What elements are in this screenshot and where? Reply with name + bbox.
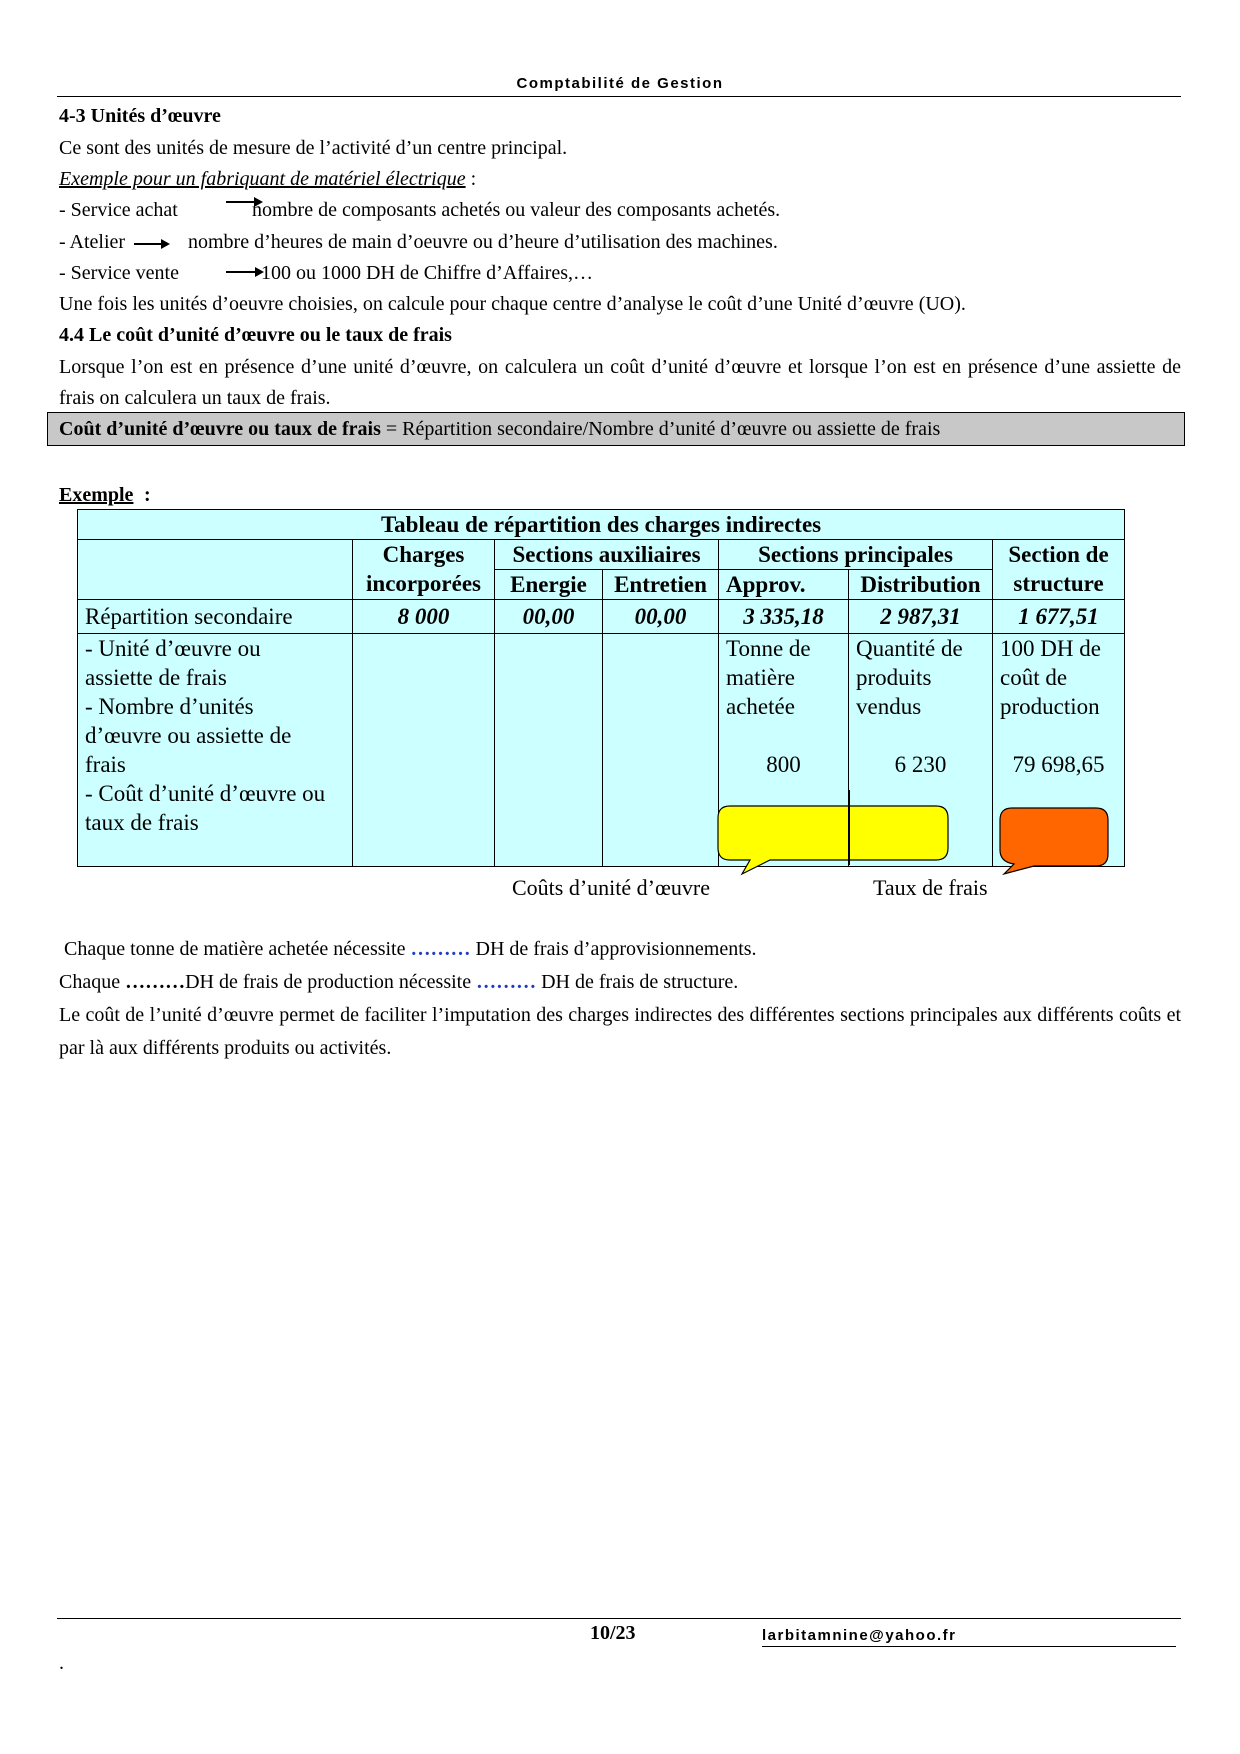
item-atelier-text: nombre d’heures de main d’oeuvre ou d’heure d’utilisation des machines. <box>188 231 778 253</box>
table-title: Tableau de répartition des charges indirectes <box>78 510 1125 540</box>
formula-rest: = Répartition secondaire/Nombre d’unité d’œuvre ou assiette de frais <box>380 418 941 440</box>
example-colon: : <box>465 168 477 190</box>
section-43-intro: Ce sont des unités de mesure de l’activité d’un centre principal. <box>59 137 568 159</box>
item-atelier-label: - Atelier <box>59 231 126 253</box>
exercise-text: DH de frais d’approvisionnements. <box>470 938 757 960</box>
units-label-line: - Nombre d’unités <box>85 694 254 719</box>
divider-line <box>848 790 850 865</box>
structure-unit-line: coût de <box>1000 665 1068 690</box>
example-title-colon: : <box>144 484 151 506</box>
exercise-paragraph: Le coût de l’unité d’œuvre permet de faciliter l’imputation des charges indirectes des différentes sections principales aux différents coûts et par là aux différents produits ou activités. <box>59 1004 1181 1059</box>
formula-box <box>47 412 1185 446</box>
cell-approv: 3 335,18 <box>719 600 849 634</box>
callout-cout-unite <box>710 800 960 880</box>
item-service-achat-label: - Service achat <box>59 199 178 221</box>
group-sections-principales: Sections principales <box>719 540 993 570</box>
section-44-heading: 4.4 Le coût d’unité d’œuvre ou le taux de frais <box>59 324 452 346</box>
structure-unit-line: 100 DH de <box>1000 636 1101 661</box>
distribution-unit-line: vendus <box>856 694 922 719</box>
structure-count: 79 698,65 <box>1012 752 1105 777</box>
section-43-conclusion: Une fois les unités d’oeuvre choisies, on calcule pour chaque centre d’analyse le coût d’une Unité d’œuvre (UO). <box>59 293 966 315</box>
exercise-line-2 <box>59 970 738 994</box>
cell-energie: 00,00 <box>495 600 603 634</box>
exercise-text: Chaque <box>59 971 126 993</box>
footer-rule <box>57 1618 1181 1619</box>
example-line <box>59 167 476 191</box>
approv-unit-line: Tonne de <box>726 636 811 661</box>
exercise-text: DH de frais de structure. <box>536 971 739 993</box>
row-repartition-label: Répartition secondaire <box>78 600 353 634</box>
units-label-line: d’œuvre ou assiette de <box>85 723 292 748</box>
table-row <box>78 634 1125 867</box>
cell-distribution: 2 987,31 <box>849 600 993 634</box>
item-service-vente-text: 100 ou 1000 DH de Chiffre d’Affaires,… <box>261 262 593 284</box>
callout-taux-frais <box>990 800 1120 880</box>
exercise-text: DH de frais de production nécessite <box>185 971 477 993</box>
col-entretien: Entretien <box>603 570 719 600</box>
table-row <box>78 600 1125 634</box>
footer-dot: . <box>59 1652 64 1674</box>
blank-dots: ……… <box>410 938 471 960</box>
distribution-unit-line: produits <box>856 665 932 690</box>
header-rule <box>57 96 1181 97</box>
units-label-line: taux de frais <box>85 810 199 835</box>
cell-empty <box>353 634 495 867</box>
caption-taux-frais: Taux de frais <box>873 875 988 900</box>
formula-bold: Coût d’unité d’œuvre ou taux de frais <box>59 418 381 440</box>
units-label-line: frais <box>85 752 126 777</box>
cell-empty <box>603 634 719 867</box>
cell-empty <box>495 634 603 867</box>
table-corner-cell <box>78 540 353 600</box>
arrow-icon <box>134 243 168 245</box>
exercise-line-1 <box>64 937 757 961</box>
col-distribution: Distribution <box>849 570 993 600</box>
units-label-line: assiette de frais <box>85 665 227 690</box>
approv-count: 800 <box>766 752 801 777</box>
col-energie: Energie <box>495 570 603 600</box>
col-charges-incorporees: Charges incorporées <box>353 540 495 600</box>
cell-entretien: 00,00 <box>603 600 719 634</box>
header-title: Comptabilité de Gestion <box>516 75 724 92</box>
cell-charges: 8 000 <box>353 600 495 634</box>
distribution-unit-line: Quantité de <box>856 636 963 661</box>
col-approv: Approv. <box>719 570 849 600</box>
distribution-count: 6 230 <box>894 752 947 777</box>
repartition-table <box>77 509 1125 867</box>
approv-unit-line: achetée <box>726 694 795 719</box>
blank-dots: ……… <box>476 971 537 993</box>
section-44-paragraph: Lorsque l’on est en présence d’une unité d’œuvre, on calculera un coût d’unité d’œuvre et lorsque l’on est en présence d’une assiette de frais on calculera un taux de frais. <box>59 356 1181 409</box>
col-section-structure: Section de structure <box>993 540 1125 600</box>
section-43-heading: 4-3 Unités d’œuvre <box>59 105 221 127</box>
group-sections-auxiliaires: Sections auxiliaires <box>495 540 719 570</box>
row-units-label <box>78 634 353 867</box>
units-label-line: - Unité d’œuvre ou <box>85 636 261 661</box>
example-title: Exemple <box>59 484 134 506</box>
approv-unit-line: matière <box>726 665 795 690</box>
arrow-icon <box>226 271 262 273</box>
item-service-vente-label: - Service vente <box>59 262 179 284</box>
cell-structure: 1 677,51 <box>993 600 1125 634</box>
blank-dots: ……… <box>125 971 186 993</box>
page-number: 10/23 <box>590 1622 636 1644</box>
exercise-text: Chaque tonne de matière achetée nécessite <box>64 938 411 960</box>
footer-email-underline <box>762 1646 1176 1647</box>
structure-unit-line: production <box>1000 694 1100 719</box>
units-label-line: - Coût d’unité d’œuvre ou <box>85 781 326 806</box>
caption-couts-unite: Coûts d’unité d’œuvre <box>512 875 710 900</box>
item-service-achat-text: nombre de composants achetés ou valeur des composants achetés. <box>252 199 781 221</box>
example-label: Exemple pour un fabriquant de matériel électrique <box>59 168 466 190</box>
footer-email: larbitamnine@yahoo.fr <box>762 1627 957 1644</box>
